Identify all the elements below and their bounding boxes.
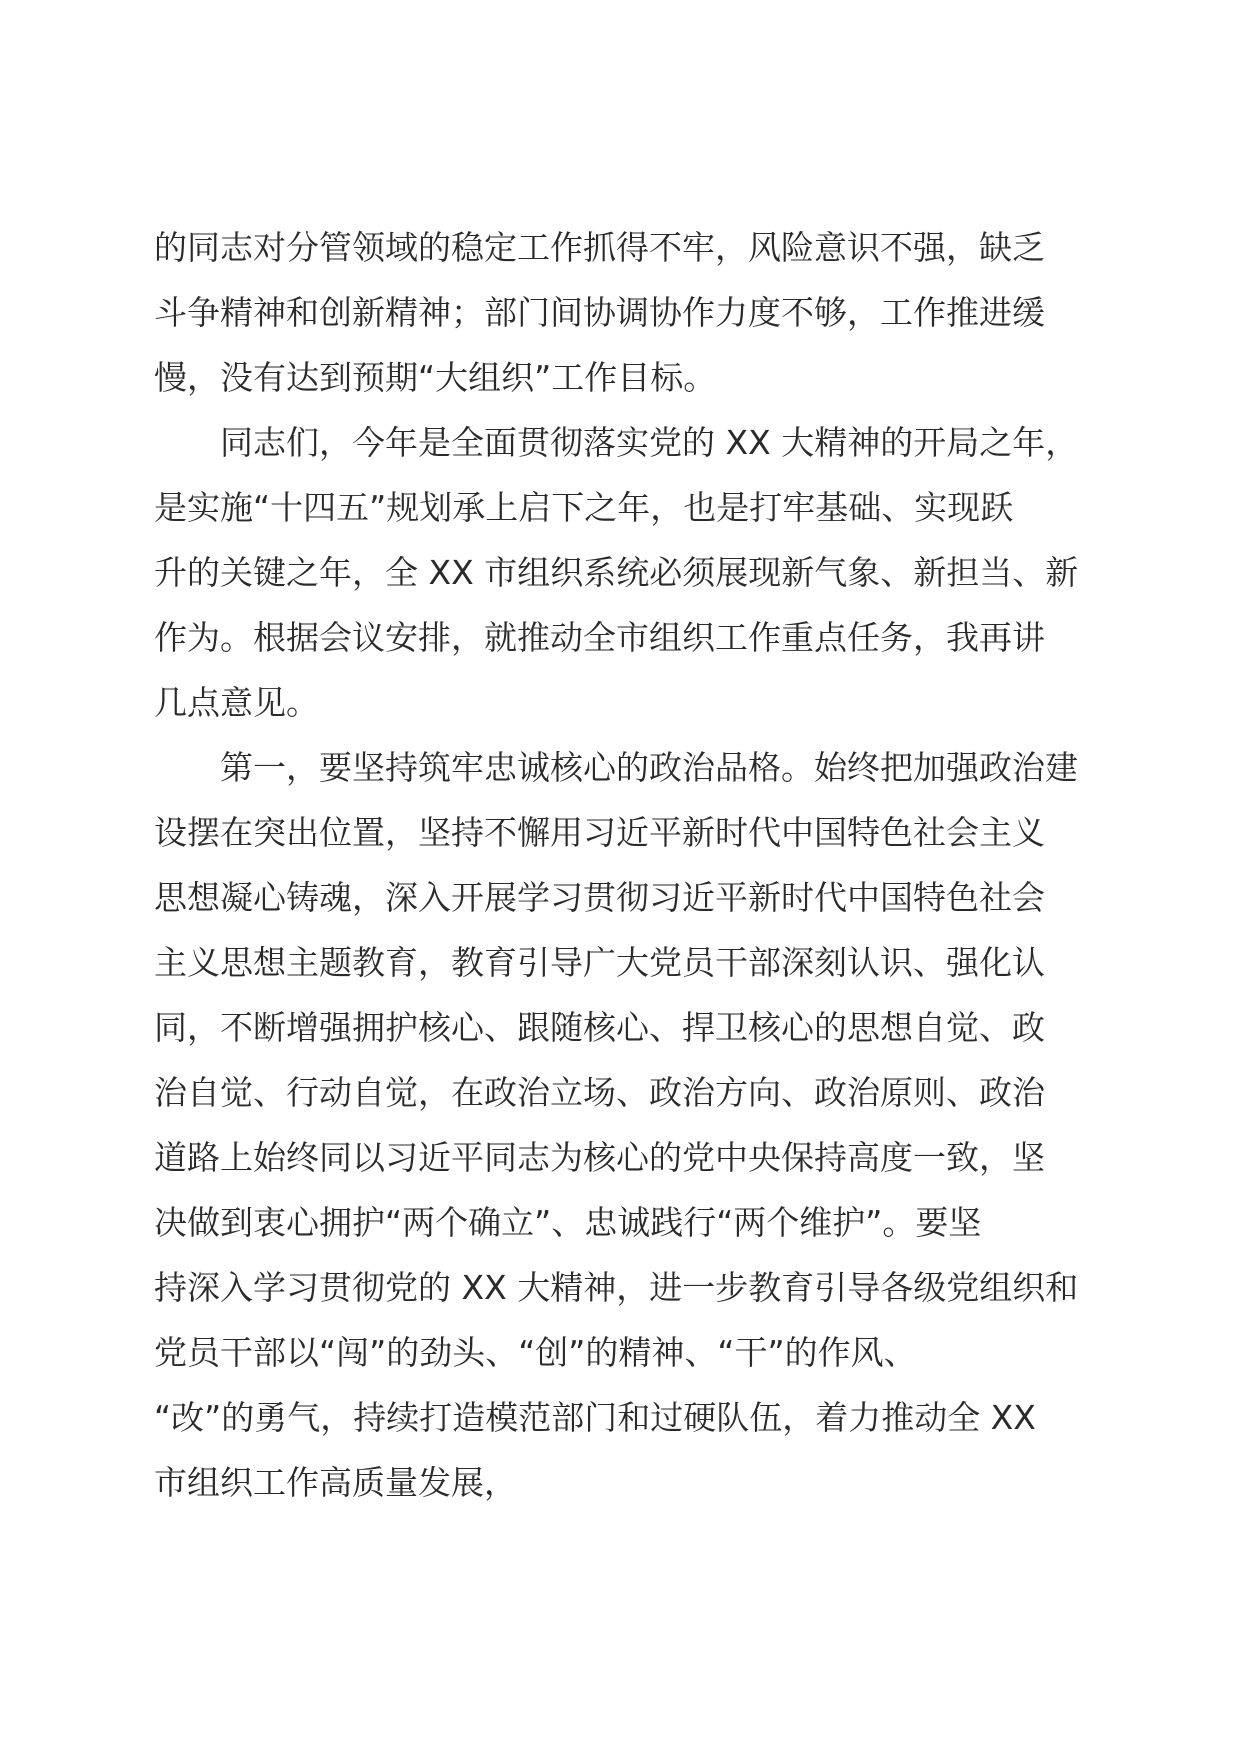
text-line: 升的关键之年，全 XX 市组织系统必须展现新气象、新担当、新 [154, 553, 1079, 592]
paragraph-start-line: 第一，要坚持筑牢忠诚核心的政治品格。始终把加强政治建 [220, 748, 1078, 787]
text-line: 作为。根据会议安排，就推动全市组织工作重点任务，我再讲 [154, 618, 1045, 657]
text-line: 慢，没有达到预期“大组织”工作目标。 [154, 358, 717, 397]
text-line: 思想凝心铸魂，深入开展学习贯彻习近平新时代中国特色社会 [154, 878, 1045, 917]
text-line: 治自觉、行动自觉，在政治立场、政治方向、政治原则、政治 [154, 1073, 1045, 1112]
text-line: 持深入学习贯彻党的 XX 大精神，进一步教育引导各级党组织和 [154, 1268, 1079, 1307]
text-line: 市组织工作高质量发展， [154, 1463, 517, 1502]
text-line: 的同志对分管领域的稳定工作抓得不牢，风险意识不强，缺乏 [154, 228, 1045, 267]
text-line: 设摆在突出位置，坚持不懈用习近平新时代中国特色社会主义 [154, 813, 1045, 852]
text-line: 斗争精神和创新精神；部门间协调协作力度不够，工作推进缓 [154, 293, 1045, 332]
text-line: “改”的勇气，持续打造模范部门和过硬队伍，着力推动全 XX [154, 1398, 1036, 1437]
paragraph-start-line: 同志们，今年是全面贯彻落实党的 XX 大精神的开局之年， [220, 423, 1079, 462]
text-line: 主义思想主题教育，教育引导广大党员干部深刻认识、强化认 [154, 943, 1045, 982]
text-line: 是实施“十四五”规划承上启下之年，也是打牢基础、实现跃 [154, 488, 1014, 527]
document-body [154, 215, 1094, 1515]
text-line: 几点意见。 [154, 683, 319, 722]
text-line: 道路上始终同以习近平同志为核心的党中央保持高度一致，坚 [154, 1138, 1045, 1177]
text-line: 党员干部以“闯”的劲头、“创”的精神、“干”的作风、 [154, 1333, 917, 1372]
text-line: 决做到衷心拥护“两个确立”、忠诚践行“两个维护”。要坚 [154, 1203, 982, 1242]
text-line: 同，不断增强拥护核心、跟随核心、捍卫核心的思想自觉、政 [154, 1008, 1045, 1047]
